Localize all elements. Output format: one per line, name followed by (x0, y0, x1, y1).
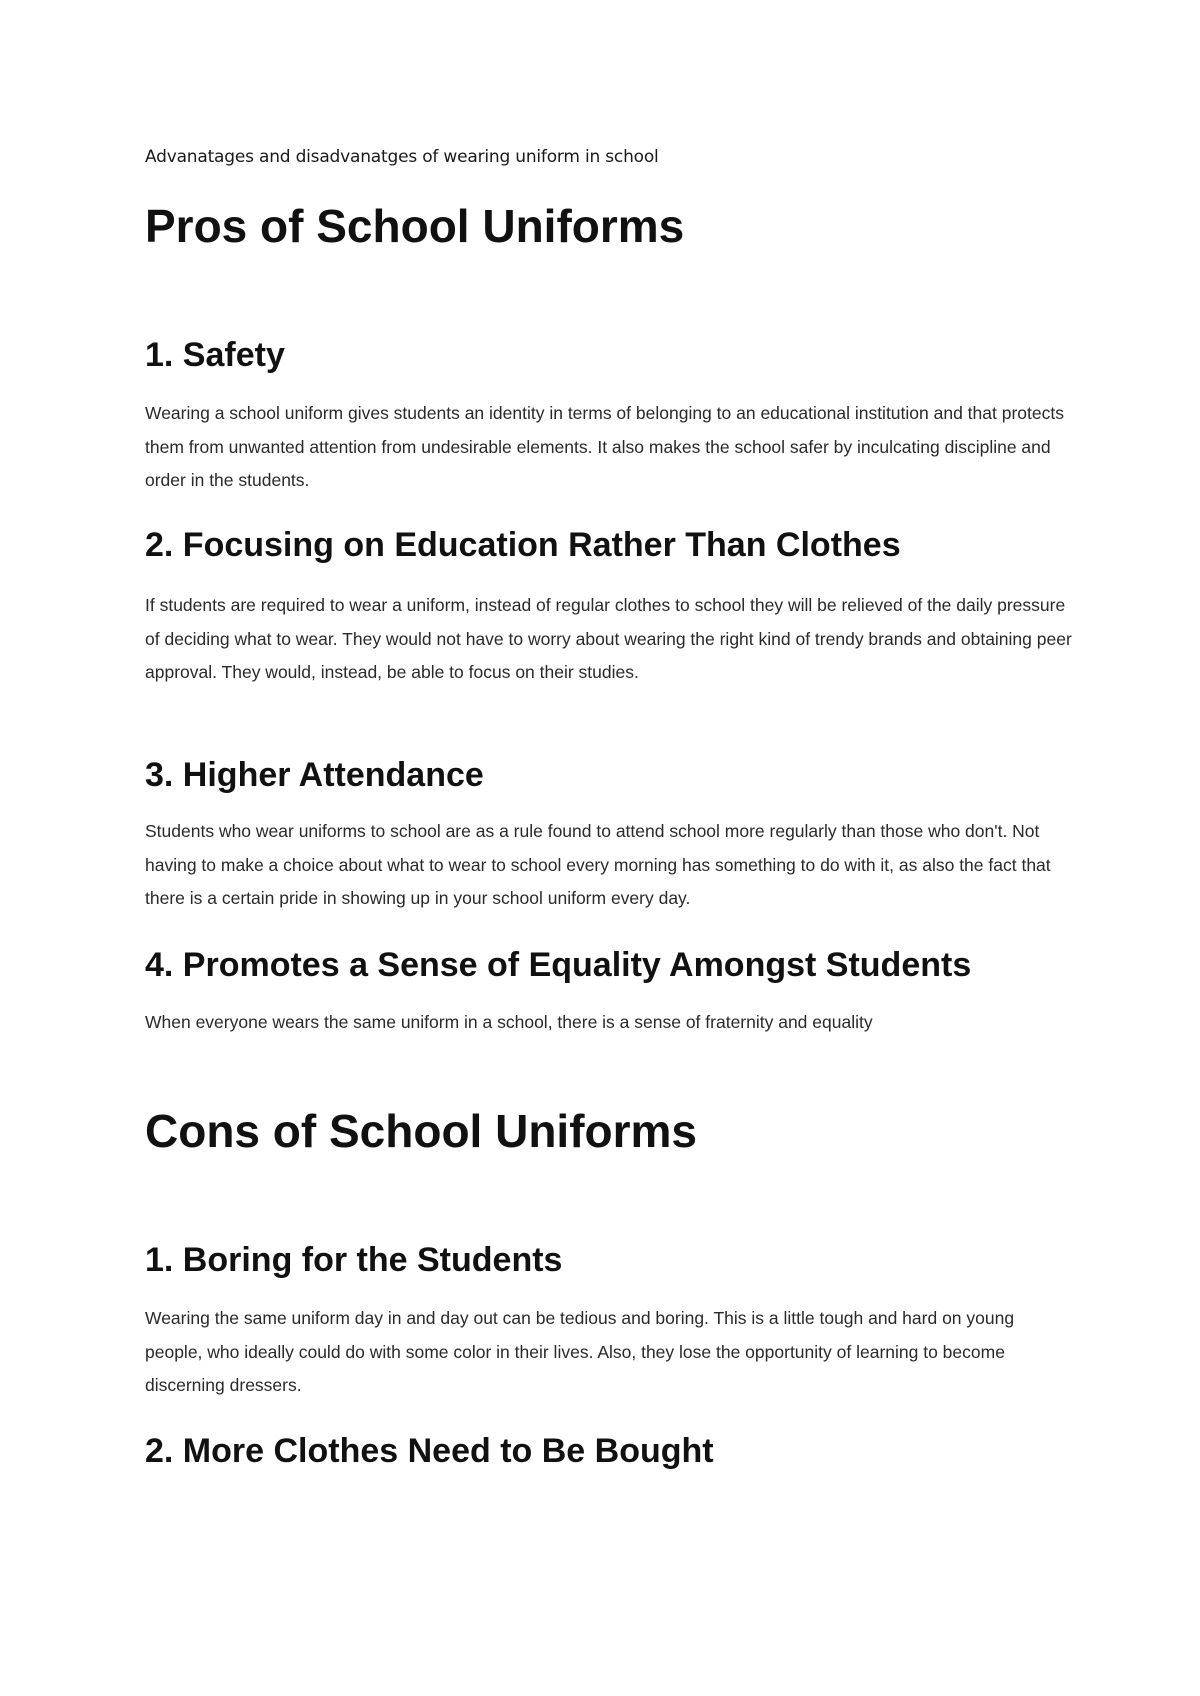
cons-heading-more-clothes: 2. More Clothes Need to Be Bought (145, 1432, 714, 1470)
pros-body-attendance: Students who wear uniforms to school are as a rule found to attend school more regularly than those who don't. Not having to make a choice about what to wear to school every morning has something to do with it, as also the fact that there is a certain pride in showing up in your school uniform every day. (145, 821, 1051, 908)
document-intro: Advanatages and disadvanatges of wearing uniform in school (145, 147, 659, 167)
pros-body-safety: Wearing a school uniform gives students an identity in terms of belonging to an educational institution and that protects them from unwanted attention from undesirable elements. It also makes the school safer by inculcating discipline and order in the students. (145, 403, 1064, 490)
cons-heading-boring: 1. Boring for the Students (145, 1241, 563, 1279)
pros-heading-attendance: 3. Higher Attendance (145, 756, 484, 794)
pros-body-focusing: If students are required to wear a uniform, instead of regular clothes to school they will be relieved of the daily pressure of deciding what to wear. They would not have to worry about wearing the right kind of trendy brands and obtaining peer approval. They would, instead, be able to focus on their studies. (145, 595, 1072, 682)
pros-heading-safety: 1. Safety (145, 336, 285, 374)
pros-heading-focusing: 2. Focusing on Education Rather Than Clothes (145, 526, 901, 564)
cons-title: Cons of School Uniforms (145, 1105, 697, 1157)
pros-title: Pros of School Uniforms (145, 200, 685, 252)
pros-heading-equality: 4. Promotes a Sense of Equality Amongst Students (145, 946, 972, 984)
pros-body-equality: When everyone wears the same uniform in a school, there is a sense of fraternity and equality (145, 1012, 873, 1032)
cons-body-boring: Wearing the same uniform day in and day out can be tedious and boring. This is a little tough and hard on young people, who ideally could do with some color in their lives. Also, they lose the opportunity of learning to become discerning dressers. (145, 1308, 1015, 1395)
